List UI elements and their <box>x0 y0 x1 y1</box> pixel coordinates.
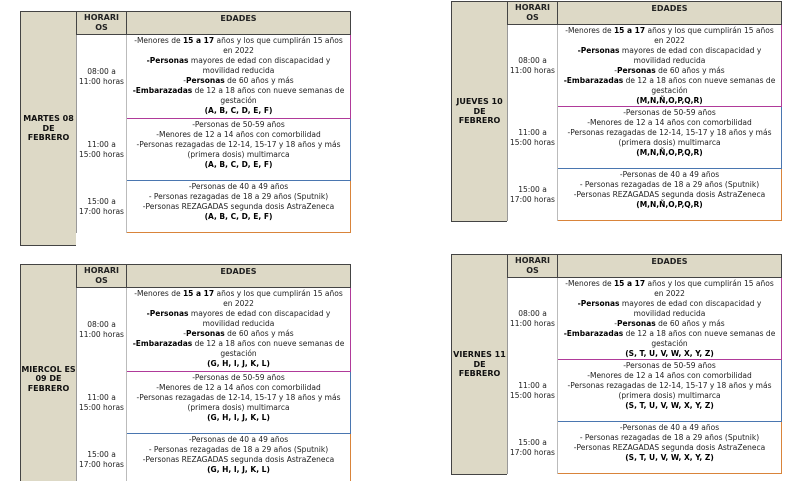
table-row <box>76 119 351 181</box>
header-edades: EDADES <box>557 254 782 278</box>
letters-group: (G, H, I, J, K, L) <box>207 465 270 474</box>
letters-group: (A, B, C, D, E, F) <box>204 106 273 115</box>
table-header <box>76 264 351 288</box>
day-label: VIERNES 11 DE FEBRERO <box>451 254 507 475</box>
time-slot: 15:00 a 17:00 horas <box>77 434 127 481</box>
time-slot: 11:00 a 15:00 horas <box>77 372 127 434</box>
header-horarios: HORARI OS <box>76 11 126 35</box>
table-row <box>507 360 782 422</box>
day-label: MIERCOL ES 09 DE FEBRERO <box>20 264 76 481</box>
table-header <box>507 1 782 25</box>
header-edades: EDADES <box>126 264 351 288</box>
table-row <box>76 434 351 481</box>
letters-group: (M,N,Ñ,O,P,Q,R) <box>636 96 703 105</box>
header-horarios: HORARI OS <box>76 264 126 288</box>
letters-group: (M,N,Ñ,O,P,Q,R) <box>636 148 703 157</box>
letters-group: (A, B, C, D, E, F) <box>204 160 273 169</box>
age-description: -Personas de 50-59 años -Menores de 12 a 14 años con comorbilidad -Personas rezagadas de 12-14, 15-17 y 18 años y más (primera dosis) multimarca (M,N,Ñ,O,P,Q,R) <box>558 107 782 169</box>
table-row <box>76 288 351 372</box>
time-slot: 11:00 a 15:00 horas <box>508 360 558 422</box>
age-description: -Personas de 40 a 49 años - Personas rezagadas de 18 a 29 años (Sputnik) -Personas REZAGADAS segunda dosis AstraZeneca (A, B, C, D, E, F) <box>127 181 351 233</box>
table-header <box>76 11 351 35</box>
letters-group: (S, T, U, V, W, X, Y, Z) <box>625 349 714 358</box>
letters-group: (S, T, U, V, W, X, Y, Z) <box>625 453 714 462</box>
age-description: -Personas de 40 a 49 años - Personas rezagadas de 18 a 29 años (Sputnik) -Personas REZAGADAS segunda dosis AstraZeneca (G, H, I, J, K, L) <box>127 434 351 481</box>
age-description: -Menores de 15 a 17 años y los que cumplirán 15 años en 2022 -Personas mayores de edad con discapacidad y movilidad reducida -Personas de 60 años y más -Embarazadas de 12 a 18 años con nueve semanas de gestación (A, B, C, D, E, F) <box>127 35 351 119</box>
letters-group: (S, T, U, V, W, X, Y, Z) <box>625 401 714 410</box>
header-edades: EDADES <box>126 11 351 35</box>
time-slot: 15:00 a 17:00 horas <box>77 181 127 233</box>
time-slot: 08:00 a 11:00 horas <box>77 35 127 119</box>
time-slot: 11:00 a 15:00 horas <box>508 107 558 169</box>
age-description: -Personas de 50-59 años -Menores de 12 a 14 años con comorbilidad -Personas rezagadas de 12-14, 15-17 y 18 años y más (primera dosis) multimarca (S, T, U, V, W, X, Y, Z) <box>558 360 782 422</box>
day-label: MARTES 08 DE FEBRERO <box>20 11 76 246</box>
letters-group: (A, B, C, D, E, F) <box>204 212 273 221</box>
table-row <box>507 25 782 107</box>
header-edades: EDADES <box>557 1 782 25</box>
time-slot: 08:00 a 11:00 horas <box>77 288 127 372</box>
table-row <box>507 107 782 169</box>
table-row <box>507 422 782 474</box>
table-header <box>507 254 782 278</box>
time-slot: 15:00 a 17:00 horas <box>508 169 558 221</box>
table-row <box>76 35 351 119</box>
day-label: JUEVES 10 DE FEBRERO <box>451 1 507 222</box>
age-description: -Menores de 15 a 17 años y los que cumplirán 15 años en 2022 -Personas mayores de edad con discapacidad y movilidad reducida -Personas de 60 años y más -Embarazadas de 12 a 18 años con nueve semanas de gestación (S, T, U, V, W, X, Y, Z) <box>558 278 782 360</box>
letters-group: (M,N,Ñ,O,P,Q,R) <box>636 200 703 209</box>
age-description: -Personas de 40 a 49 años - Personas rezagadas de 18 a 29 años (Sputnik) -Personas REZAGADAS segunda dosis AstraZeneca (S, T, U, V, W, X, Y, Z) <box>558 422 782 474</box>
age-description: -Personas de 40 a 49 años - Personas rezagadas de 18 a 29 años (Sputnik) -Personas REZAGADAS segunda dosis AstraZeneca (M,N,Ñ,O,P,Q,R) <box>558 169 782 221</box>
time-slot: 08:00 a 11:00 horas <box>508 25 558 107</box>
age-description: -Menores de 15 a 17 años y los que cumplirán 15 años en 2022 -Personas mayores de edad con discapacidad y movilidad reducida -Personas de 60 años y más -Embarazadas de 12 a 18 años con nueve semanas de gestación (G, H, I, J, K, L) <box>127 288 351 372</box>
table-row <box>507 169 782 221</box>
table-row <box>507 278 782 360</box>
header-horarios: HORARI OS <box>507 1 557 25</box>
header-horarios: HORARI OS <box>507 254 557 278</box>
time-slot: 11:00 a 15:00 horas <box>77 119 127 181</box>
time-slot: 15:00 a 17:00 horas <box>508 422 558 474</box>
letters-group: (G, H, I, J, K, L) <box>207 359 270 368</box>
time-slot: 08:00 a 11:00 horas <box>508 278 558 360</box>
age-description: -Menores de 15 a 17 años y los que cumplirán 15 años en 2022 -Personas mayores de edad con discapacidad y movilidad reducida -Personas de 60 años y más -Embarazadas de 12 a 18 años con nueve semanas de gestación (M,N,Ñ,O,P,Q,R) <box>558 25 782 107</box>
table-row <box>76 181 351 233</box>
age-description: -Personas de 50-59 años -Menores de 12 a 14 años con comorbilidad -Personas rezagadas de 12-14, 15-17 y 18 años y más (primera dosis) multimarca (A, B, C, D, E, F) <box>127 119 351 181</box>
table-row <box>76 372 351 434</box>
age-description: -Personas de 50-59 años -Menores de 12 a 14 años con comorbilidad -Personas rezagadas de 12-14, 15-17 y 18 años y más (primera dosis) multimarca (G, H, I, J, K, L) <box>127 372 351 434</box>
letters-group: (G, H, I, J, K, L) <box>207 413 270 422</box>
